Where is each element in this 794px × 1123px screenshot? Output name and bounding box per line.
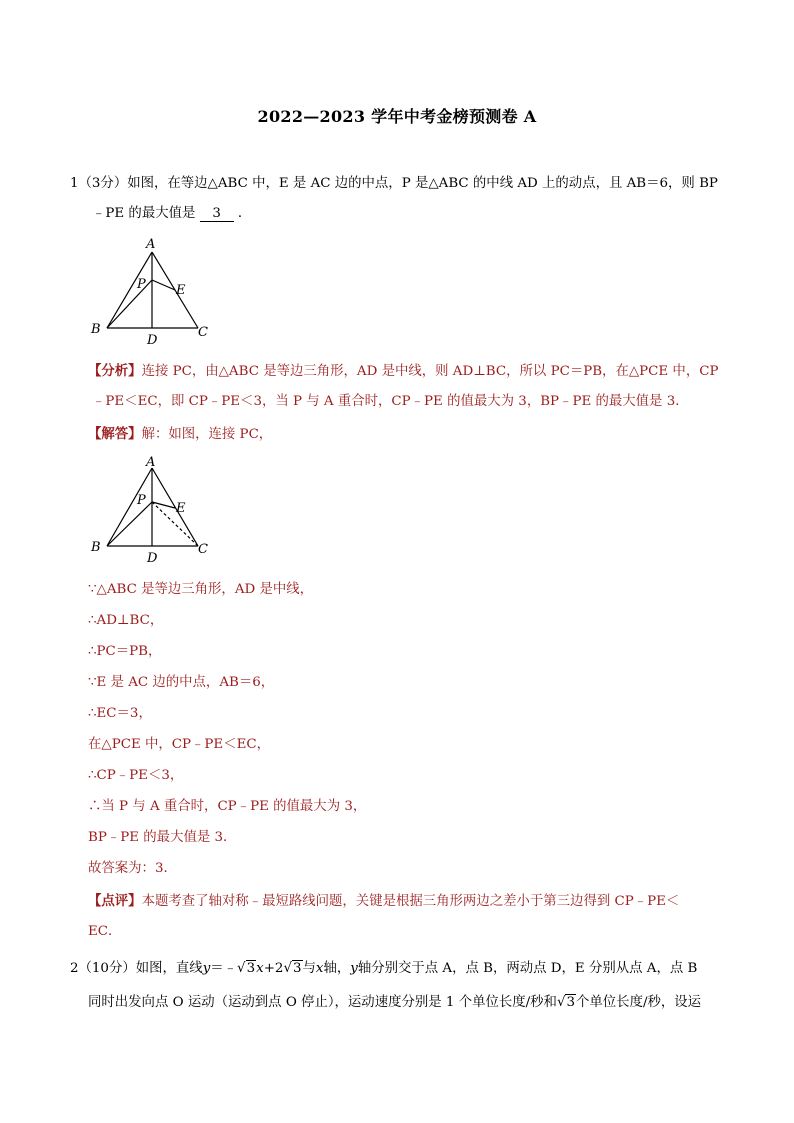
q2-mid2: 轴， bbox=[323, 961, 351, 976]
q1-line2-prefix: ﹣PE 的最大值是 bbox=[92, 206, 196, 221]
q2-x-axis-var: x bbox=[315, 961, 324, 976]
q2-y-axis-var: y bbox=[350, 961, 358, 976]
solution-step-7: ∴CP﹣PE＜3， bbox=[88, 768, 184, 783]
q1-answer-blank: 3 bbox=[200, 206, 234, 222]
sqrt-radicand-2: 3 bbox=[292, 961, 302, 976]
q2-y-var: y bbox=[202, 961, 211, 976]
q2-eq: ＝﹣ bbox=[210, 961, 238, 976]
solution-step-5: ∴EC＝3， bbox=[88, 706, 152, 721]
fig2-label-p: P bbox=[137, 493, 146, 508]
solution-step-6: 在△PCE 中，CP﹣PE＜EC， bbox=[88, 737, 270, 752]
analysis-tag: 【分析】 bbox=[88, 363, 142, 379]
q2-mid3: 轴分别交于点 A，点 B，两动点 D，E 分别从点 A，点 B bbox=[357, 961, 698, 976]
solution-intro-text: 解：如图，连接 PC， bbox=[141, 427, 273, 442]
q2-x-var: x bbox=[256, 961, 264, 976]
fig1-label-p: P bbox=[137, 277, 146, 292]
analysis-line1 bbox=[88, 361, 718, 382]
comment-text-1: 本题考查了轴对称﹣最短路线问题，关键是根据三角形两边之差小于第三边得到 CP﹣PE＜ bbox=[141, 894, 680, 909]
q1-line2-suffix: ． bbox=[237, 206, 252, 221]
solution-step-8: ∴当 P 与 A 重合时，CP﹣PE 的值最大为 3， bbox=[88, 799, 367, 814]
q2-plus: +2 bbox=[263, 961, 284, 976]
fig1-label-c: C bbox=[198, 325, 208, 340]
q1-solution-figure bbox=[85, 454, 215, 566]
fig2-label-e: E bbox=[176, 501, 186, 516]
final-answer: 故答案为：3． bbox=[88, 861, 177, 876]
sqrt-symbol-2: √3 bbox=[283, 961, 302, 976]
solution-step-4: ∵E 是 AC 边的中点，AB＝6， bbox=[88, 675, 275, 690]
q1-line2 bbox=[92, 204, 251, 224]
q1-line1: 1（3分）如图，在等边△ABC 中，E 是 AC 边的中点，P 是△ABC 的中线 AD 上的动点，且 AB＝6，则 BP bbox=[70, 176, 718, 191]
fig1-label-b: B bbox=[91, 322, 101, 337]
solution-intro bbox=[88, 424, 272, 445]
comment-line2: EC． bbox=[88, 924, 122, 939]
sqrt-radicand-1: 3 bbox=[246, 961, 256, 976]
fig2-label-a: A bbox=[146, 455, 156, 470]
q2-line2-a: 同时出发向点 O 运动（运动到点 O 停止），运动速度分别是 1 个单位长度/秒和 bbox=[88, 995, 557, 1010]
fig1-label-d: D bbox=[147, 333, 158, 348]
q2-mid1: 与 bbox=[302, 961, 316, 976]
solution-tag: 【解答】 bbox=[88, 426, 142, 442]
solution-step-2: ∴AD⊥BC， bbox=[88, 613, 164, 628]
solution-step-1: ∵△ABC 是等边三角形，AD 是中线， bbox=[88, 582, 314, 597]
q2-line2-b: 个单位长度/秒，设运 bbox=[576, 995, 702, 1010]
sqrt-symbol-1: √3 bbox=[237, 961, 256, 976]
page-title: 2022—2023 学年中考金榜预测卷 A bbox=[257, 107, 537, 126]
sqrt-radicand-3: 3 bbox=[566, 995, 576, 1010]
fig1-label-e: E bbox=[176, 283, 186, 298]
fig2-label-c: C bbox=[198, 542, 208, 557]
q2-line1 bbox=[70, 959, 697, 979]
q1-figure-triangle bbox=[85, 236, 215, 348]
comment-tag: 【点评】 bbox=[88, 893, 142, 909]
q2-line2 bbox=[88, 993, 701, 1013]
comment-line1 bbox=[88, 891, 679, 912]
analysis-line2: ﹣PE＜EC，即 CP﹣PE＜3，当 P 与 A 重合时，CP﹣PE 的值最大为 3，BP﹣PE 的最大值是 3． bbox=[92, 394, 689, 409]
sqrt-symbol-3: √3 bbox=[556, 995, 576, 1010]
solution-step-9: BP﹣PE 的最大值是 3． bbox=[88, 830, 237, 845]
analysis-text-1: 连接 PC，由△ABC 是等边三角形，AD 是中线，则 AD⊥BC，所以 PC＝PB，在△PCE 中，CP bbox=[141, 364, 719, 379]
fig2-label-b: B bbox=[91, 540, 101, 555]
q2-prefix: 2（10分）如图，直线 bbox=[70, 961, 203, 976]
solution-step-3: ∴PC＝PB， bbox=[88, 644, 162, 659]
fig2-label-d: D bbox=[147, 551, 158, 566]
fig1-label-a: A bbox=[146, 237, 156, 252]
